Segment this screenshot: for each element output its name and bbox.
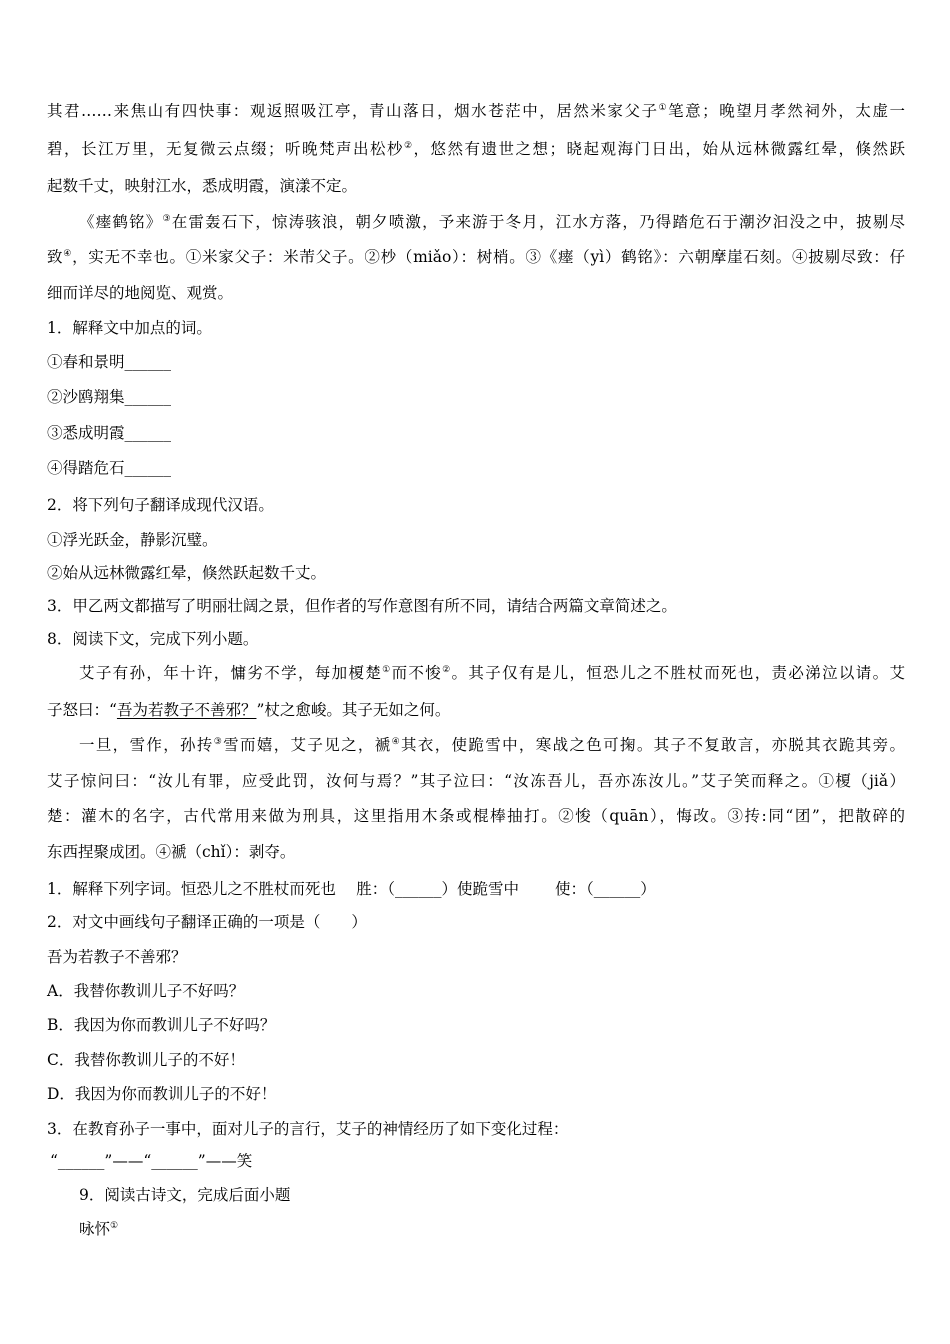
text-line [47,1118,905,1140]
text-segment: 《瘗鹤铭》 [79,213,163,231]
text-segment: 雪而嬉，艾子见之，褫 [223,736,392,754]
footnote-marker: ④ [63,249,73,259]
text-segment: 9．阅读古诗文，完成后面小题 [79,1186,291,1204]
footnote-marker: ② [442,665,452,675]
text-segment: 3．甲乙两文都描写了明丽壮阔之景，但作者的写作意图有所不同，请结合两篇文章简述之。 [47,597,677,615]
text-line [50,1150,908,1172]
text-line [47,138,905,160]
text-line [47,246,905,268]
footnote-marker: ④ [391,737,402,747]
text-segment: 楚：灌木的名字，古代常用来做为刑具，这里指用木条或棍棒抽打。②悛（quān），悔改。③抟:同“团”，把散碎的 [47,807,905,825]
text-segment: 2．对文中画线句子翻译正确的一项是（ ） [47,913,367,931]
text-line [47,282,905,304]
text-segment: ①浮光跃金，静影沉璧。 [47,531,218,549]
text-segment: 艾子惊问曰：“汝儿有罪，应受此罚，汝何与焉？”其子泣曰：“汝冻吾儿，吾亦冻汝儿。”艾子笑而释之。①榎（jiǎ） [47,772,905,790]
text-segment: 2．将下列句子翻译成现代汉语。 [47,496,274,514]
text-line [47,699,905,721]
text-line [47,529,905,551]
text-segment: 艾子有孙，年十许，慵劣不学，每加榎楚 [79,664,383,682]
text-line [47,1014,905,1036]
text-segment: 笔意；晚望月孝然祠外，太虚一 [668,102,905,120]
text-segment: ④得踏危石______ [47,459,172,477]
footnote-marker: ② [403,141,414,151]
text-segment: A．我替你教训儿子不好吗？ [47,982,245,1000]
text-line [47,1083,905,1105]
text-line [79,1184,937,1206]
text-line [47,562,905,584]
footnote-marker: ① [382,665,392,675]
text-segment: 细而详尽的地阅览、观赏。 [47,284,234,302]
text-line [47,980,905,1002]
text-segment: 起数千丈，映射江水，悉成明霞，演漾不定。 [47,177,358,195]
text-line [79,734,905,756]
text-segment: 一旦，雪作，孙抟 [79,736,214,754]
text-line [47,1049,905,1071]
text-segment: B．我因为你而教训儿子不好吗？ [47,1016,276,1034]
text-line [47,317,905,339]
text-line [79,1218,937,1240]
text-line [47,595,905,617]
text-segment: 在雷轰石下，惊涛骇浪，朝夕喷激，予来游于冬月，江水方落，乃得踏危石于潮汐汩没之中，披剔尽 [171,213,905,231]
text-segment: ”杖之愈峻。其子无如之何。 [256,701,451,719]
underlined-sentence: 吾为若教子不善邪？ [116,701,257,719]
text-line [47,805,905,827]
text-segment: 1．解释下列字词。恒恐儿之不胜杖而死也 胜：（______）使跪雪中 使：（______） [47,880,656,898]
text-segment: ②始从远林微露红晕，倏然跃起数千丈。 [47,564,327,582]
text-segment: ②沙鸥翔集______ [47,388,172,406]
footnote-marker: ① [110,1221,119,1231]
text-line [47,946,905,968]
footnote-marker: ③ [213,737,224,747]
text-segment: C．我替你教训儿子的不好！ [47,1051,245,1069]
text-line [47,457,905,479]
text-segment: 其衣，使跪雪中，寒战之色可掬。其子不复敢言，亦脱其衣跪其旁。 [401,736,905,754]
text-segment: 。其子仅有是儿，恒恐儿之不胜杖而死也，责必涕泣以请。艾 [451,664,905,682]
text-line [47,911,905,933]
text-line [47,841,905,863]
text-segment: ①春和景明______ [47,353,172,371]
text-segment: 东西捏聚成团。④褫（chǐ）：剥夺。 [47,843,296,861]
text-segment: 其君……来焦山有四快事：观返照吸江亭，青山落日，烟水苍茫中，居然米家父子 [47,102,659,120]
text-segment: ，悠然有遗世之想；晓起观海门日出，始从远林微露红晕，倏然跃 [413,140,905,158]
text-line [47,386,905,408]
text-segment: 而不悛 [391,664,443,682]
text-segment: D．我因为你而教训儿子的不好！ [47,1085,277,1103]
text-segment: 子怒曰：“ [47,701,117,719]
text-line [79,662,905,684]
text-line [47,628,905,650]
text-line [47,770,905,792]
text-line [47,494,905,516]
text-segment: 吾为若教子不善邪？ [47,948,187,966]
text-segment: “______”——“______”——笑 [50,1152,253,1170]
text-segment: 3．在教育孙子一事中，面对儿子的言行，艾子的神情经历了如下变化过程： [47,1120,569,1138]
footnote-marker: ③ [162,214,172,224]
footnote-marker: ① [658,103,669,113]
text-line [47,351,905,373]
text-line [47,422,905,444]
text-segment: ，实无不幸也。①米家父子：米芾父子。②杪（miǎo）：树梢。③《瘗（yì）鹤铭》：六朝摩崖石刻。④披剔尽致：仔 [72,248,905,266]
text-line [47,100,905,122]
text-segment: 咏怀 [79,1220,111,1238]
text-segment: 碧，长江万里，无复微云点缀；听晚梵声出松杪 [47,140,404,158]
text-line [47,878,905,900]
text-line [47,175,905,197]
text-segment: 8．阅读下文，完成下列小题。 [47,630,259,648]
text-segment: 致 [47,248,64,266]
text-segment: 1．解释文中加点的词。 [47,319,212,337]
text-line [79,211,905,233]
text-segment: ③悉成明霞______ [47,424,172,442]
